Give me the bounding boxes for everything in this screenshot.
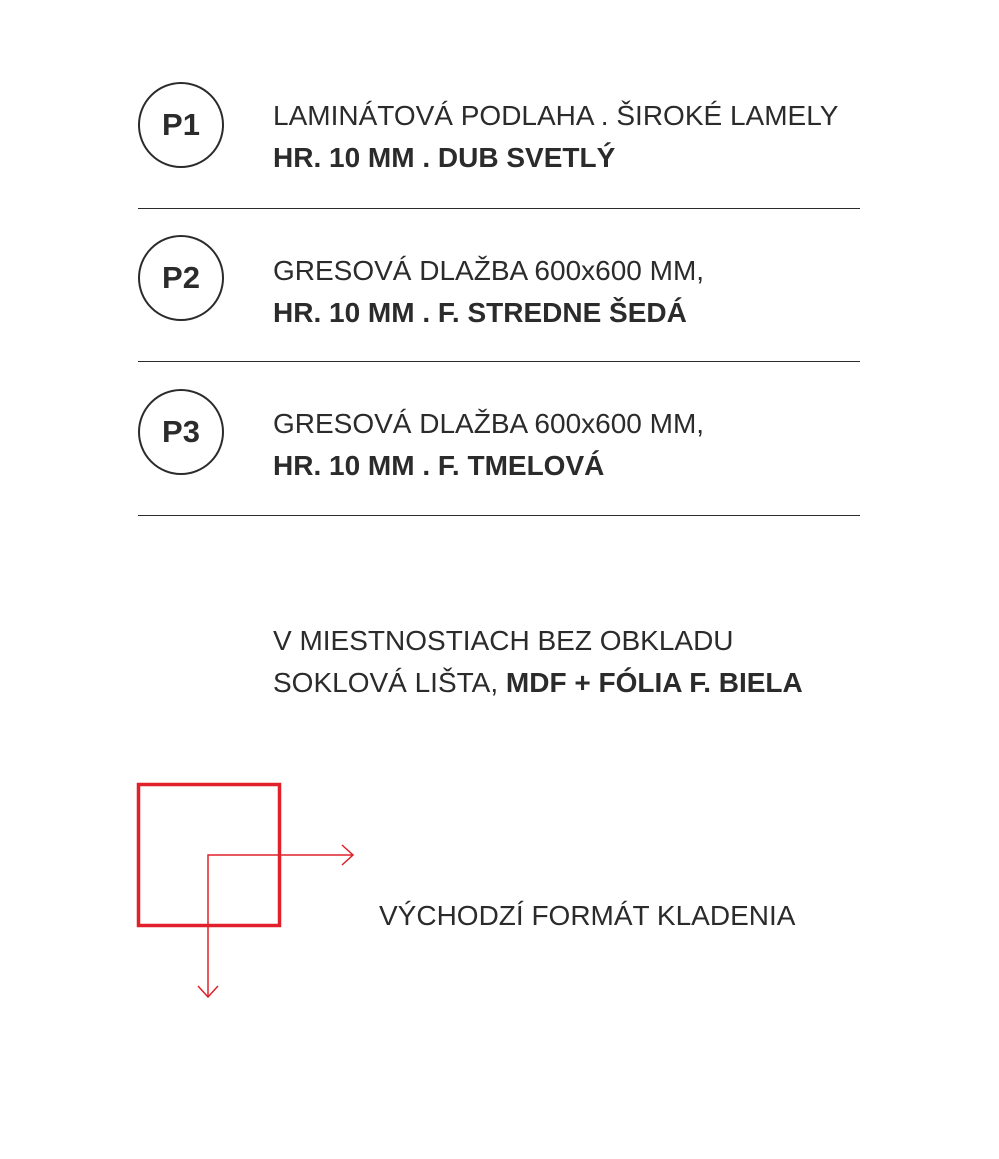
laying-format-label: VÝCHODZÍ FORMÁT KLADENIA <box>379 900 796 931</box>
divider <box>138 208 860 209</box>
divider <box>138 361 860 362</box>
code-badge: P2 <box>138 235 224 321</box>
legend-description <box>273 250 704 334</box>
code-badge: P1 <box>138 82 224 168</box>
note-line-2 <box>273 662 803 704</box>
material-spec: HR. 10 MM . F. TMELOVÁ <box>273 450 605 481</box>
material-name: GRESOVÁ DLAŽBA 600x600 MM, <box>273 255 705 286</box>
laying-direction-icon <box>139 785 354 998</box>
legend-description <box>273 95 838 179</box>
note-line-2-regular: SOKLOVÁ LIŠTA, <box>273 667 506 698</box>
laying-format-diagram <box>130 775 370 1010</box>
note-line-1: V MIESTNOSTIACH BEZ OBKLADU <box>273 625 734 656</box>
legend-description <box>273 403 704 487</box>
note-line-2-bold: MDF + FÓLIA F. BIELA <box>505 667 803 698</box>
material-spec: HR. 10 MM . DUB SVETLÝ <box>273 142 616 173</box>
code-badge: P3 <box>138 389 224 475</box>
material-spec: HR. 10 MM . F. STREDNE ŠEDÁ <box>273 297 687 328</box>
material-name: LAMINÁTOVÁ PODLAHA . ŠIROKÉ LAMELY <box>273 100 839 131</box>
material-name: GRESOVÁ DLAŽBA 600x600 MM, <box>273 408 705 439</box>
baseboard-note <box>273 620 803 704</box>
divider <box>138 515 860 516</box>
